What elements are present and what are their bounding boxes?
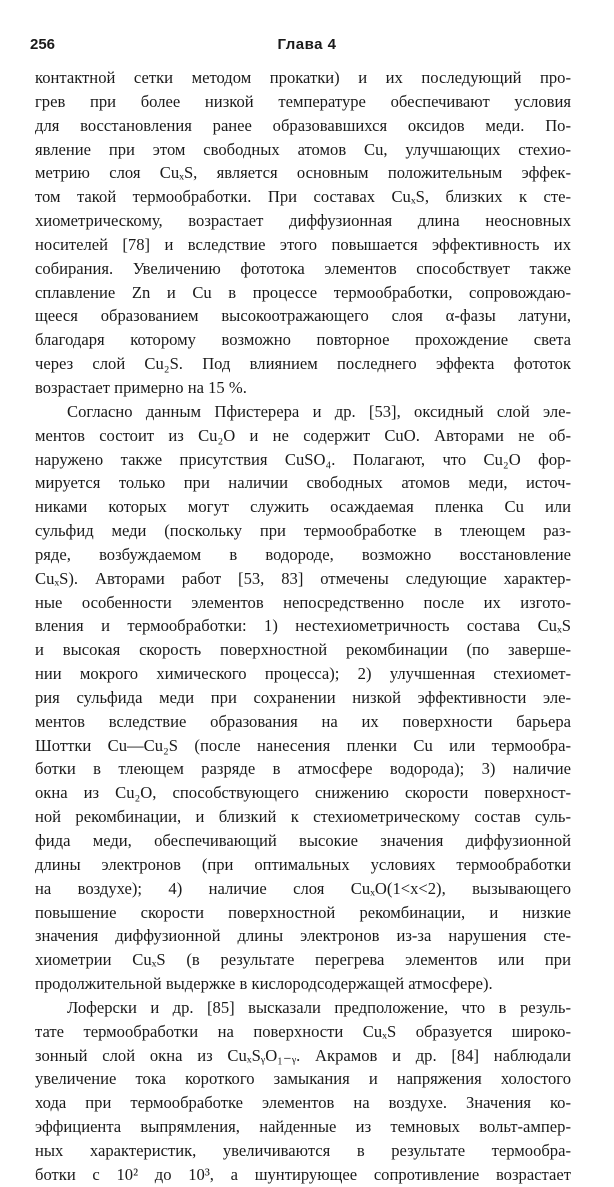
text-line: на воздухе); 4) наличие слоя CuₓO(1<x<2), вызывающего <box>35 878 571 898</box>
text-line: Согласно данным Пфистерера и др. [53], оксидный слой эле- <box>67 401 571 421</box>
text-line: сплавление Zn и Cu в процессе термообработки, сопровождаю- <box>35 282 571 302</box>
text-line: фида меди, обеспечивающий высокие значения диффузионной <box>35 831 571 850</box>
text-line: сульфид меди (поскольку при термообработке в тлеющем раз- <box>35 521 571 541</box>
text-line: ментов состоит из Cu₂O и не содержит CuO. Авторами не об- <box>35 425 571 445</box>
text-line: окна из Cu₂O, способствующего снижению скорости поверхност- <box>35 783 571 803</box>
page-number: 256 <box>30 36 56 53</box>
text-line: ботки в тлеющем разряде в атмосфере водорода); 3) наличие <box>35 759 571 779</box>
text-line: увеличение тока короткого замыкания и напряжения холостого <box>35 1069 571 1089</box>
text-line: том такой термообработки. При составах CuₓS, близких к сте- <box>35 187 571 207</box>
text-line: повышение скорости поверхностной рекомбинации, и низкие <box>35 902 571 922</box>
running-header <box>30 36 584 56</box>
text-line: зонный слой окна из CuₓSᵧO₁₋ᵧ. Акрамов и др. [84] наблюдали <box>35 1045 571 1065</box>
text-line: щееся образованием высокоотражающего слоя α-фазы латуни, <box>35 306 571 326</box>
text-line: хиометрии CuₓS (в результате перегрева элементов или при <box>35 950 571 970</box>
text-line: метрию слоя CuₓS, является основным положительным эффек- <box>35 163 571 183</box>
text-line: грев при более низкой температуре обеспечивают условия <box>35 91 571 111</box>
text-line: ные особенности элементов непосредственно после их изгото- <box>35 592 571 612</box>
text-line: собирания. Увеличению фототока элементов способствует также <box>35 258 571 278</box>
text-line: продолжительной выдержке в кислородсодержащей атмосфере). <box>35 974 493 994</box>
text-line: наружено также присутствия CuSO₄. Полагают, что Cu₂O фор- <box>35 449 571 469</box>
text-line: возрастает примерно на 15 %. <box>35 377 247 397</box>
text-line: ных характеристик, увеличиваются в результате термообра- <box>35 1140 571 1160</box>
text-line: вления и термообработки: 1) нестехиометричность состава CuₓS <box>35 616 571 636</box>
body-text <box>35 66 571 1187</box>
text-line: для восстановления ранее образовавшихся оксидов меди. По- <box>35 115 571 135</box>
text-line: ботки с 10² до 10³, а шунтирующее сопротивление возрастает <box>35 1164 571 1184</box>
text-line: ной рекомбинации, и близкий к стехиометрическому состав суль- <box>35 807 571 827</box>
text-line: значения диффузионной длины электронов из-за нарушения сте- <box>35 926 571 946</box>
text-line: хода при термообработке элементов на воздухе. Значения ко- <box>35 1093 571 1113</box>
text-line: тате термообработки на поверхности CuₓS образуется широко- <box>35 1021 571 1041</box>
chapter-title: Глава 4 <box>277 36 337 53</box>
text-line: благодаря которому возможно повторное прохождение света <box>35 330 571 350</box>
text-line: контактной сетки методом прокатки) и их последующий про- <box>35 68 571 87</box>
text-line: никами которых могут служить осаждаемая пленка Cu или <box>35 497 571 517</box>
text-line: и высокая скорость поверхностной рекомбинации (по заверше- <box>35 640 571 660</box>
text-line: через слой Cu₂S. Под влиянием последнего эффекта фототок <box>35 354 571 374</box>
text-line: явление при этом свободных атомов Cu, улучшающих стехио- <box>35 139 571 159</box>
text-line: нии мокрого химического процесса); 2) улучшенная стехиомет- <box>35 664 571 684</box>
text-line: ментов вследствие образования на их поверхности барьера <box>35 711 571 731</box>
text-line: хиометрическому, возрастает диффузионная длина неосновных <box>35 211 571 231</box>
text-line: Лоферски и др. [85] высказали предположение, что в резуль- <box>67 997 571 1017</box>
text-line: Шоттки Cu—Cu₂S (после нанесения пленки Cu или термообра- <box>35 735 571 755</box>
text-line: CuₓS). Авторами работ [53, 83] отмечены следующие характер- <box>35 568 571 588</box>
text-line: эффициента выпрямления, найденные из темновых вольт-ампер- <box>35 1117 571 1137</box>
text-line: ряде, возбуждаемом в водороде, возможно восстановление <box>35 544 571 564</box>
text-line: мируется только при наличии свободных атомов меди, источ- <box>35 473 571 493</box>
text-line: носителей [78] и вследствие этого повышается эффективность их <box>35 234 571 254</box>
text-line: рия сульфида меди при сохранении низкой эффективности эле- <box>35 687 571 707</box>
text-line: длины электронов (при оптимальных условиях термообработки <box>35 854 571 874</box>
